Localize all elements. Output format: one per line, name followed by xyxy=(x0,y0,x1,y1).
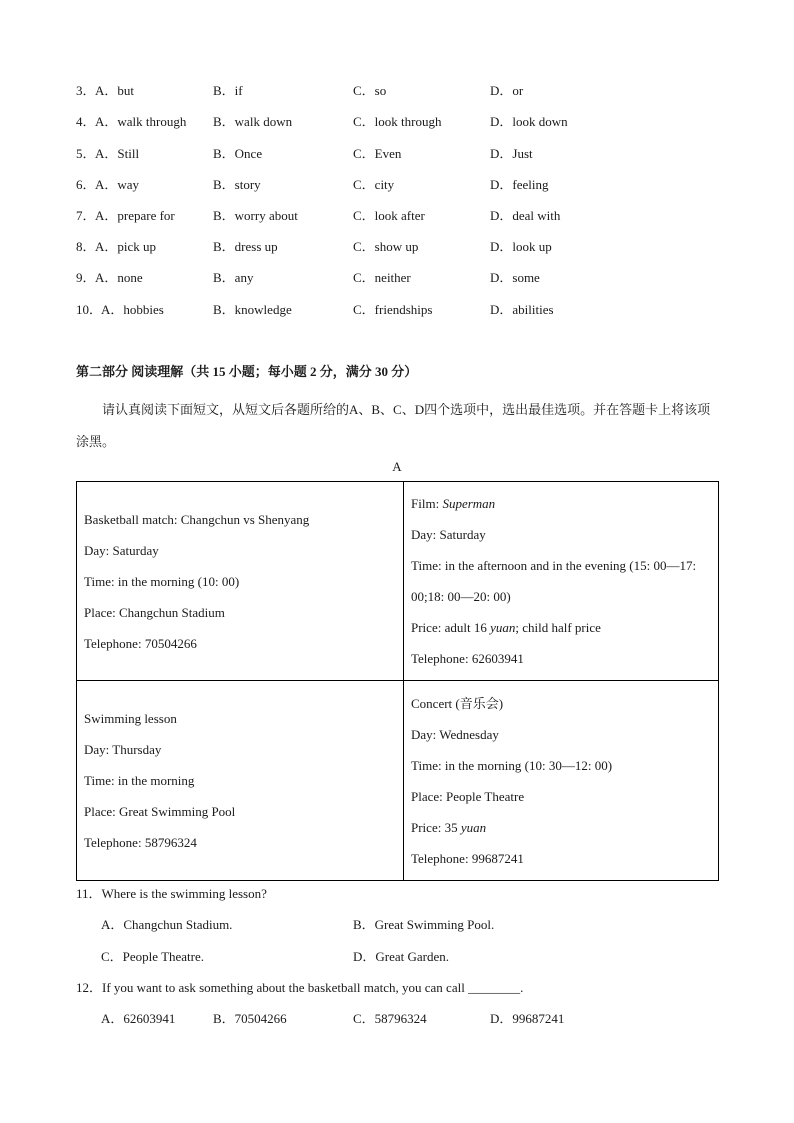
option-b: B．any xyxy=(213,270,254,285)
concert-place: Place: People Theatre xyxy=(411,788,525,804)
option-d: D．Just xyxy=(490,146,533,161)
basketball-telephone: Telephone: 70504266 xyxy=(84,635,197,651)
swimming-time: Time: in the morning xyxy=(84,773,195,788)
option-b: B．Great Swimming Pool. xyxy=(353,917,495,932)
option-c: C．show up xyxy=(353,239,419,254)
option-c: C．look after xyxy=(353,208,425,223)
option-number: 7． xyxy=(76,208,96,223)
option-a: A．walk through xyxy=(95,114,187,129)
option-b: B．Once xyxy=(213,146,263,161)
option-c: C．look through xyxy=(353,114,442,129)
option-b: B．worry about xyxy=(213,208,298,223)
option-number: 8． xyxy=(76,239,96,254)
option-a: A．pick up xyxy=(95,239,157,254)
option-c: C．neither xyxy=(353,270,411,285)
option-a: A．none xyxy=(95,270,143,285)
option-number: 6． xyxy=(76,177,96,192)
option-d: D．or xyxy=(490,83,524,98)
option-a: A．62603941 xyxy=(101,1011,176,1026)
film-time: Time: in the afternoon and in the evening (15: 00—17: 00;18: 00—20: 00) xyxy=(411,558,697,604)
swimming-day: Day: Thursday xyxy=(84,742,162,757)
option-d: D．deal with xyxy=(490,208,561,223)
concert-time: Time: in the morning (10: 30—12: 00) xyxy=(411,757,613,773)
option-number: 5． xyxy=(76,146,96,161)
option-d: D．99687241 xyxy=(490,1011,565,1026)
option-c: C．People Theatre. xyxy=(101,949,205,964)
film-day: Day: Saturday xyxy=(411,527,486,542)
option-c: C．city xyxy=(353,177,395,192)
swimming-cell xyxy=(77,681,404,881)
swimming-title: Swimming lesson xyxy=(84,711,177,726)
info-table xyxy=(76,481,719,881)
option-b: B．if xyxy=(213,83,243,98)
option-d: D．feeling xyxy=(490,177,549,192)
option-number: 3． xyxy=(76,83,96,98)
concert-day: Day: Wednesday xyxy=(411,726,499,742)
option-number: 10． xyxy=(76,302,103,317)
option-b: B．knowledge xyxy=(213,302,292,317)
swimming-telephone: Telephone: 58796324 xyxy=(84,835,197,850)
concert-cell xyxy=(404,681,719,881)
option-a: A．way xyxy=(95,177,140,192)
question-11-stem: 11．Where is the swimming lesson? xyxy=(76,886,267,901)
option-c: C．58796324 xyxy=(353,1011,427,1026)
option-a: A．hobbies xyxy=(101,302,164,317)
option-number: 4． xyxy=(76,114,96,129)
basketball-time: Time: in the morning (10: 00) xyxy=(84,573,240,589)
option-b: B．70504266 xyxy=(213,1011,287,1026)
option-d: D．look up xyxy=(490,239,552,254)
option-a: A．but xyxy=(95,83,135,98)
option-d: D．Great Garden. xyxy=(353,949,450,964)
option-a: A．Changchun Stadium. xyxy=(101,917,233,932)
basketball-place: Place: Changchun Stadium xyxy=(84,604,225,620)
option-c: C．so xyxy=(353,83,387,98)
concert-price: Price: 35 yuan xyxy=(411,819,487,835)
option-d: D．look down xyxy=(490,114,568,129)
film-price: Price: adult 16 yuan; child half price xyxy=(411,620,601,635)
option-d: D．some xyxy=(490,270,540,285)
concert-title: Concert (音乐会) xyxy=(411,695,504,711)
option-a: A．prepare for xyxy=(95,208,175,223)
concert-telephone: Telephone: 99687241 xyxy=(411,850,524,866)
section-title: 第二部分 阅读理解（共 15 小题；每小题 2 分，满分 30 分） xyxy=(76,364,418,379)
film-cell xyxy=(404,482,719,681)
film-telephone: Telephone: 62603941 xyxy=(411,651,524,666)
option-b: B．story xyxy=(213,177,261,192)
option-c: C．Even xyxy=(353,146,402,161)
basketball-title: Basketball match: Changchun vs Shenyang xyxy=(84,511,310,527)
option-a: A．Still xyxy=(95,146,140,161)
film-name: Superman xyxy=(442,496,496,511)
option-number: 9． xyxy=(76,270,96,285)
question-12-stem: 12．If you want to ask something about the basketball match, you can call ________. xyxy=(76,980,524,995)
basketball-cell xyxy=(77,482,404,681)
option-b: B．walk down xyxy=(213,114,293,129)
option-c: C．friendships xyxy=(353,302,433,317)
option-d: D．abilities xyxy=(490,302,554,317)
swimming-place: Place: Great Swimming Pool xyxy=(84,804,236,819)
section-instruction: 请认真阅读下面短文，从短文后各题所给的A、B、C、D四个选项中，选出最佳选项。并在答题卡上将该项涂黑。 xyxy=(76,402,711,449)
option-b: B．dress up xyxy=(213,239,278,254)
passage-label: A xyxy=(392,459,402,474)
basketball-day: Day: Saturday xyxy=(84,542,159,558)
film-title: Film: Superman xyxy=(411,496,496,511)
